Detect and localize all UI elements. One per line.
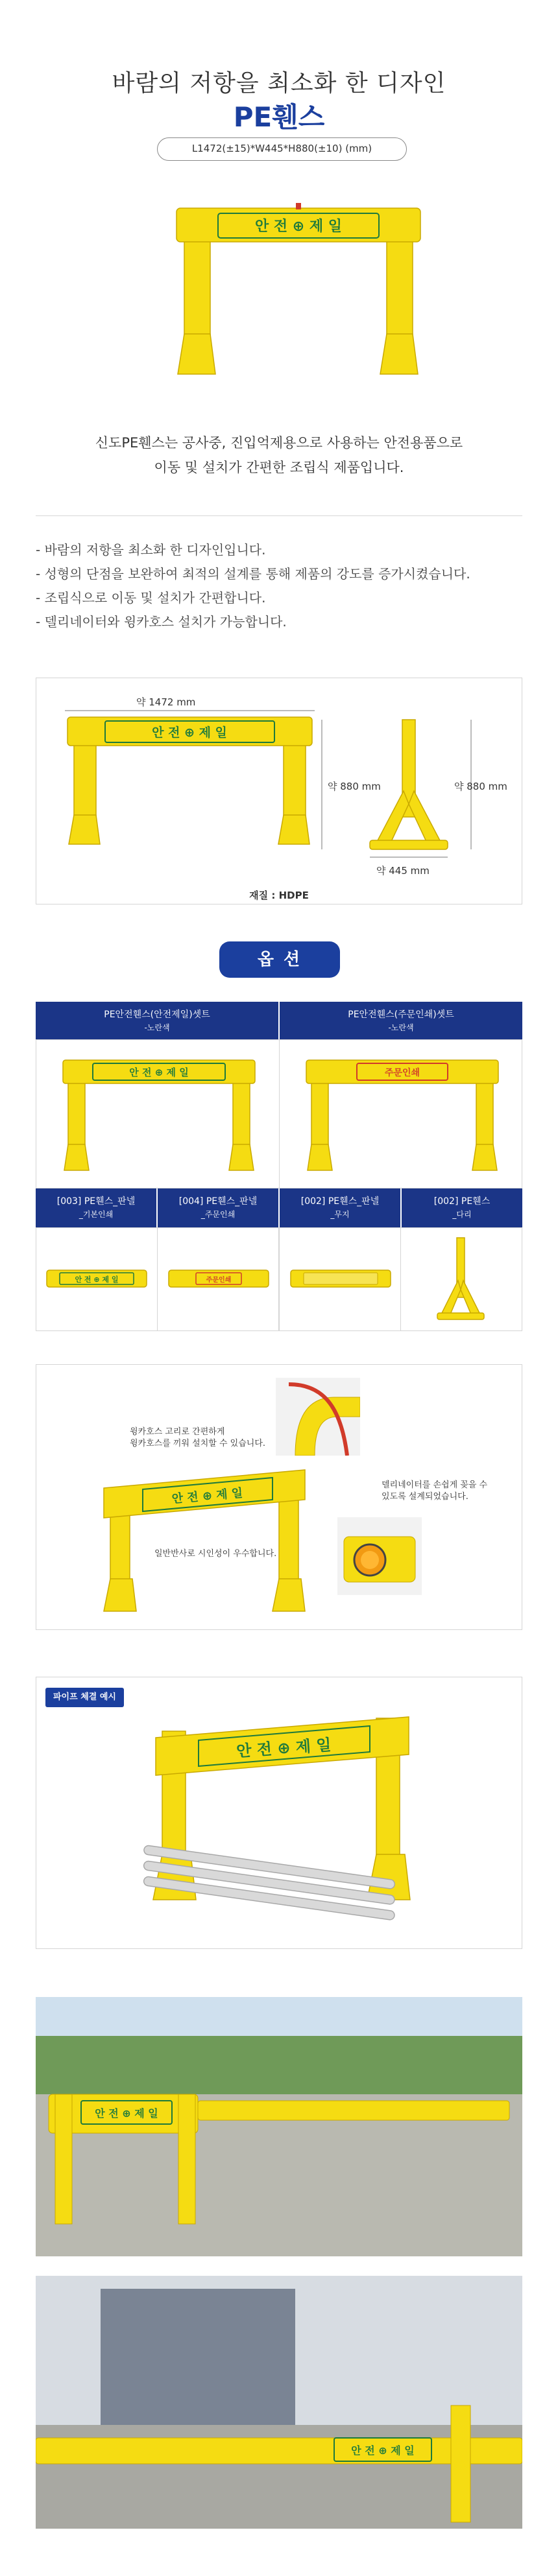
dimensions-pill: L1472(±15)*W445*H880(±10) (mm) [157,137,407,161]
option-part-sub: _주문인쇄 [200,1210,236,1219]
callout-delineator [382,1480,487,1503]
option-part-header-2 [158,1188,278,1227]
intro-line-2: 이동 및 설치가 간편한 조립식 제품입니다. [154,460,404,475]
option-part-header-4 [402,1188,522,1227]
panel-basic-image [45,1268,148,1290]
hero-fence-image [175,198,422,386]
option-set-header-2 [280,1002,522,1039]
feature-list [36,538,529,634]
width-label: 약 1472 mm [136,696,196,708]
option-set-sign-text: 주문인쇄 [384,1068,420,1078]
hose-hook-detail-image [276,1378,360,1456]
site-photo-1-sign-text: 안 전 ⊕ 제 일 [95,2107,158,2120]
site-photo-1 [36,1997,522,2256]
delineator-detail-image [337,1517,422,1595]
option-part-sub: _다리 [452,1210,472,1219]
hero-sign-text: 안 전 ⊕ 제 일 [254,219,343,235]
pipe-sign-text: 안 전 ⊕ 제 일 [236,1735,332,1761]
pipe-example-image [136,1712,428,1932]
depth-label: 약 445 mm [376,865,430,877]
option-set-sub: -노란색 [388,1023,414,1032]
option-set-header-1 [36,1002,278,1039]
usage-fence-image [97,1462,311,1618]
options-title: 옵 션 [219,941,340,978]
option-set-sub: -노란색 [144,1023,170,1032]
leg-image [435,1235,487,1326]
height-dimension-line [318,720,326,849]
site-photo-2-sign-text: 안 전 ⊕ 제 일 [351,2444,415,2457]
option-part-title: [002] PE휀스 [433,1196,491,1207]
feature-item: - 조립식으로 이동 및 설치가 간편합니다. [36,590,266,606]
feature-item: - 바람의 저항을 최소화 한 디자인입니다. [36,542,266,558]
option-set-title: PE안전휀스(안전제일)셋트 [104,1010,210,1020]
option-set-title: PE안전휀스(주문인쇄)셋트 [348,1010,454,1020]
callout-hose-line-2: 윙카호스를 끼워 설치할 수 있습니다. [130,1439,266,1448]
front-view-fence [65,708,315,851]
callout-delineator-line-1: 델리네이터를 손쉽게 꽂을 수 [382,1480,488,1490]
option-part-sub: _기본인쇄 [79,1210,114,1219]
panel-sign-text: 주문인쇄 [206,1277,232,1284]
height-label: 약 880 mm [328,781,381,792]
front-view-sign-text: 안 전 ⊕ 제 일 [152,726,227,740]
option-part-sub: _무지 [330,1210,350,1219]
panel-custom-image [167,1268,270,1290]
site-photo-2-image [36,2276,522,2529]
option-set-sign-text: 안 전 ⊕ 제 일 [129,1067,189,1078]
material-label: 재질 : HDPE [249,890,309,901]
option-part-title: [004] PE휀스_판넬 [178,1196,258,1207]
intro-text [0,431,558,480]
usage-sign-text: 안 전 ⊕ 제 일 [171,1486,244,1506]
option-part-title: [003] PE휀스_판넬 [56,1196,136,1207]
callout-hose-hook [130,1426,265,1450]
side-height-label: 약 880 mm [454,781,507,792]
option-part-header-1 [36,1188,156,1227]
option-set-fence-1 [62,1054,256,1177]
option-part-title: [002] PE휀스_판넬 [300,1196,380,1207]
pipe-example-badge: 파이프 체결 예시 [45,1688,124,1707]
panel-sign-text: 안 전 ⊕ 제 일 [75,1275,119,1284]
site-photo-2 [36,2276,522,2529]
side-view-fence [363,713,454,862]
panel-plain-image [289,1268,392,1290]
option-part-header-3 [280,1188,400,1227]
callout-hose-line-1: 윙카호스 고리로 간편하게 [130,1427,225,1437]
headline: 바람의 저항을 최소화 한 디자인 [112,70,446,97]
feature-item: - 델리네이터와 윙카호스 설치가 가능합니다. [36,614,287,630]
callout-reflect: 일반반사로 시인성이 우수합니다. [154,1549,277,1559]
feature-item: - 성형의 단점을 보완하여 최적의 설계를 통해 제품의 강도를 증가시켰습니다. [36,566,470,582]
intro-line-1: 신도PE휀스는 공사중, 진입억제용으로 사용하는 안전용품으로 [95,435,463,451]
callout-delineator-line-2: 있도록 설계되었습니다. [382,1492,468,1502]
option-set-fence-2 [305,1054,500,1177]
divider [36,515,522,516]
site-photo-1-image [36,1997,522,2256]
product-name: PE휀스 [233,101,325,133]
